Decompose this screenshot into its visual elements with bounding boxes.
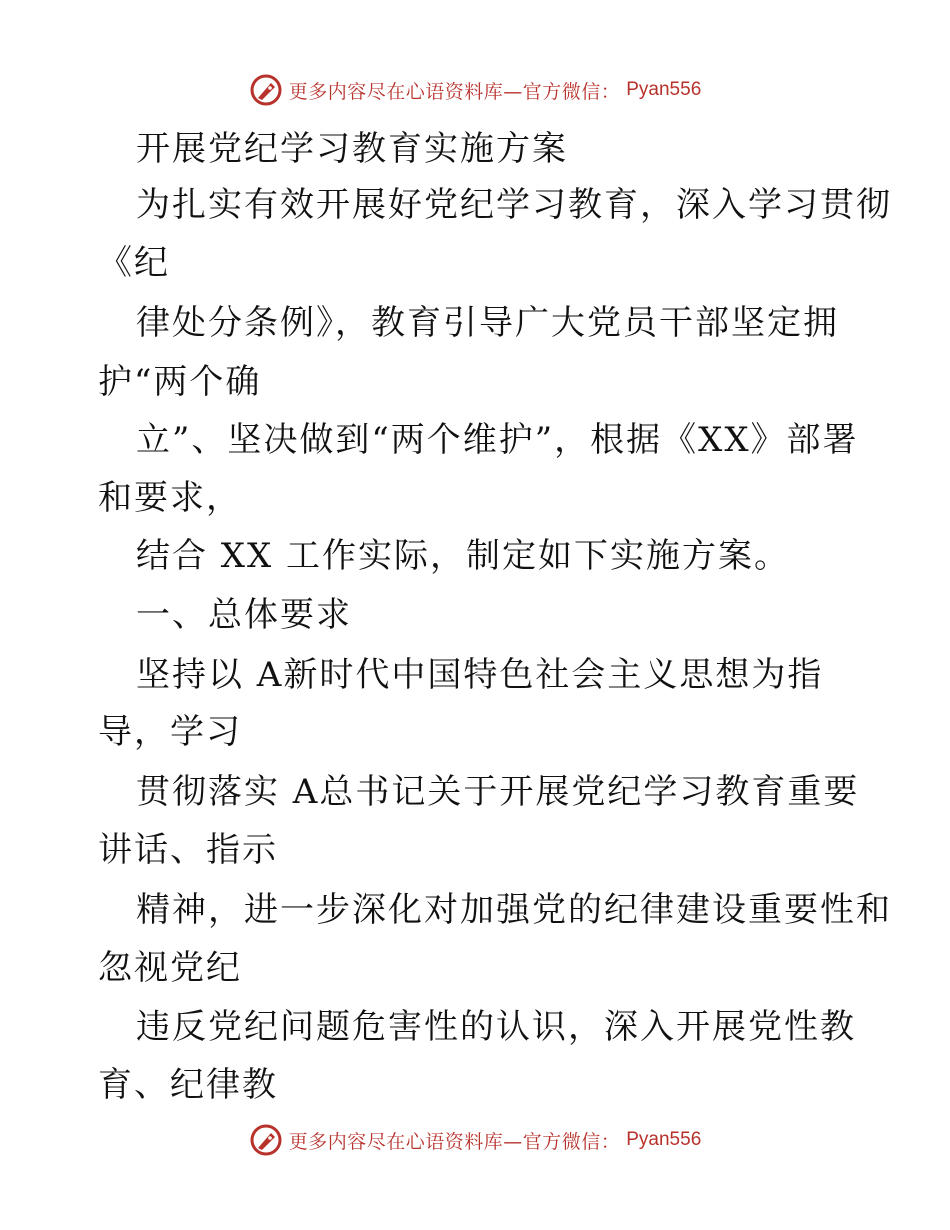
watermark-text: 更多内容尽在心语资料库—官方微信： (288, 1130, 621, 1153)
paragraph-line: 忽视党纪 (98, 948, 242, 988)
paragraph-line: 导，学习 (98, 712, 242, 752)
paragraph-line: 护“两个确 (98, 362, 262, 402)
watermark-handle: Pyan556 (626, 79, 702, 100)
paragraph-line: 《纪 (98, 243, 170, 283)
section-heading: 一、总体要求 (136, 595, 352, 635)
paragraph-line: 立”、坚决做到“两个维护”，根据《XX》部署 (136, 420, 859, 460)
header-watermark (0, 70, 950, 110)
paragraph-line: 律处分条例》，教育引导广大党员干部坚定拥 (136, 303, 839, 343)
pen-nib-seal-icon (249, 73, 283, 107)
paragraph-line: 违反党纪问题危害性的认识，深入开展党性教 (136, 1007, 856, 1047)
paragraph-line: 育、纪律教 (98, 1065, 278, 1105)
footer-watermark (0, 1120, 950, 1160)
paragraph-line: 讲话、指示 (98, 830, 278, 870)
watermark-handle: Pyan556 (626, 1129, 702, 1150)
paragraph-line: 贯彻落实 A总书记关于开展党纪学习教育重要 (136, 772, 860, 812)
paragraph-line: 为扎实有效开展好党纪学习教育，深入学习贯彻 (136, 185, 892, 225)
document-title: 开展党纪学习教育实施方案 (136, 129, 568, 169)
paragraph-line: 结合 XX 工作实际，制定如下实施方案。 (136, 536, 791, 576)
paragraph-line: 和要求， (98, 478, 242, 518)
paragraph-line: 坚持以 A新时代中国特色社会主义思想为指 (136, 655, 824, 695)
pen-nib-seal-icon (249, 1123, 283, 1157)
paragraph-line: 精神，进一步深化对加强党的纪律建设重要性和 (136, 890, 892, 930)
watermark-text: 更多内容尽在心语资料库—官方微信： (288, 80, 621, 103)
